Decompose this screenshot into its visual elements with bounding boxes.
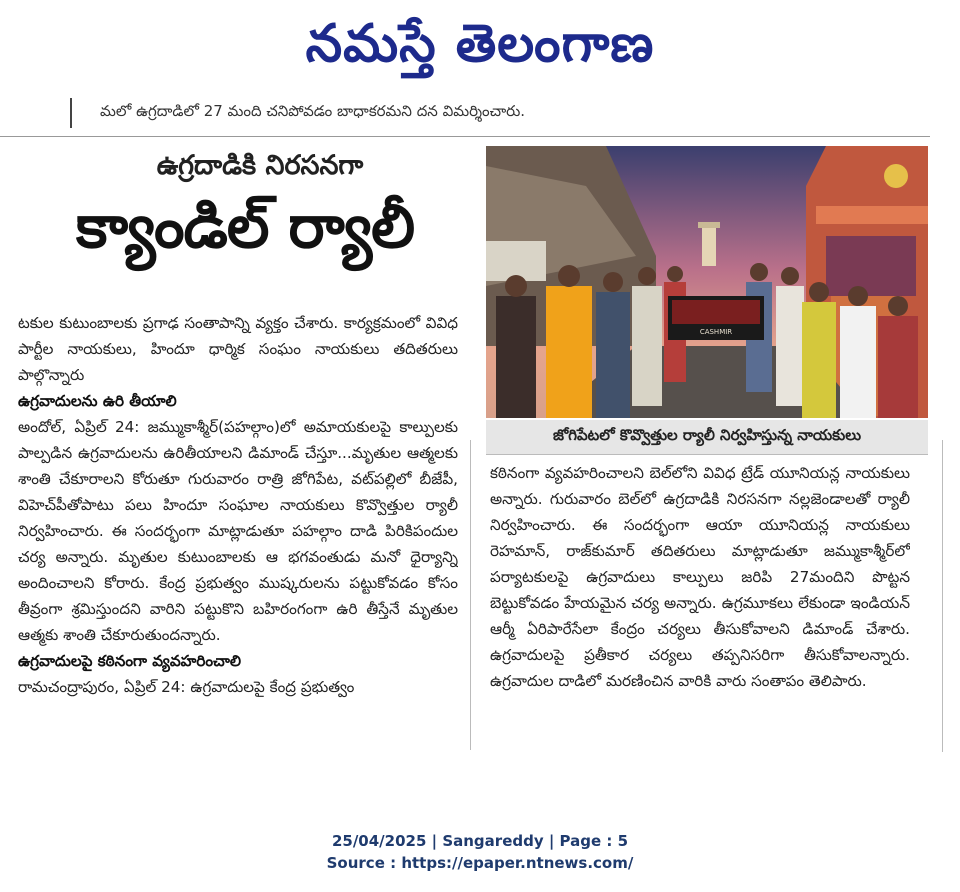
page-footer xyxy=(200,830,760,874)
article-column-left xyxy=(18,310,458,750)
article-paragraph: రామచంద్రాపురం, ఏప్రిల్ 24: ఉగ్రవాదులపై కేంద్ర ప్రభుత్వం xyxy=(18,678,355,696)
top-strip xyxy=(70,98,932,128)
footer-date-line: 25/04/2025 | Sangareddy | Page : 5 xyxy=(331,832,629,850)
article-headline: క్యాండిల్ ర్యాలీ xyxy=(75,192,415,262)
article-paragraph: కఠినంగా వ్యవహరించాలని బెల్‌లోని వివిధ ట్రేడ్ యూనియన్ల నాయకులు అన్నారు. గురువారం బెల్‌లో ఉగ్రదాడికి నిరసనగా నల్లజెండాలతో ర్యాలీ నిర్వహించారు. ఈ సందర్భంగా ఆయా యూనియన్ల నాయకులు రెహమాన్, రాజ్‌కుమార్ తదితరులు మాట్లాడుతూ జమ్ముకాశ్మీర్‌లో పర్యాటకులపై ఉగ్రవాదులు కాల్పులు జరిపి 27మందిని పొట్టన బెట్టుకోవడం హేయమైన చర్య అన్నారు. ఉగ్రమూకలు లేకుండా ఇండియన్ ఆర్మీ ఏరిపారేసేలా కేంద్రం చర్యలు తీసుకోవాలని డిమాండ్ చేశారు. ఉగ్రవాదులపై ప్రతీకార చర్యలు తప్పనిసరిగా తీసుకోవాలన్నారు. ఉగ్రవాదుల దాడిలో మరణించిన వారికి వారు సంతాపం తెలిపారు. xyxy=(490,464,910,690)
column-divider xyxy=(942,440,943,752)
rally-photo-illustration xyxy=(486,146,928,418)
photo-caption: జోగిపేటలో కొవ్వొత్తుల ర్యాలీ నిర్వహిస్తున్న నాయకులు xyxy=(552,426,862,444)
footer-source-link[interactable]: Source : https://epaper.ntnews.com/ xyxy=(326,854,634,872)
top-strip-text: మలో ఉగ్రదాడిలో 27 మంది చనిపోవడం బాధాకరమని దన విమర్శించారు. xyxy=(100,102,526,120)
photo-caption-box xyxy=(486,420,928,455)
article-subhead: ఉగ్రవాదులను ఉరి తీయాలి xyxy=(18,392,177,410)
news-photo xyxy=(486,146,928,418)
column-divider xyxy=(470,440,471,750)
divider xyxy=(0,136,930,137)
article-column-right xyxy=(490,460,910,750)
article-lead: టకుల కుటుంబాలకు ప్రగాఢ సంతాపాన్ని వ్యక్తం చేశారు. కార్యక్రమంలో వివిధ పార్టీల నాయకులు, హిందూ ధార్మిక సంఘం నాయకులు తదితరులు పాల్గొన్నారు xyxy=(18,314,458,384)
article-kicker: ఉగ్రదాడికి నిరసనగా xyxy=(156,150,364,181)
article-paragraph: అందోల్, ఏప్రిల్ 24: జమ్ముకాశ్మీర్(పహల్గాం)లో అమాయకులపై కాల్పులకు పాల్పడిన ఉగ్రవాదులను ఉరితీయాలని డిమాండ్ చేస్తూ...మృతుల ఆత్మలకు శాంతి చేకూరాలని కోరుతూ గురువారం రాత్రి జోగిపేట, వట్‌పల్లిలో బీజేపీ, విహెచ్‌పీతోపాటు పలు హిందూ సంఘాల నాయకులు కొవ్వొత్తుల ర్యాలీ నిర్వహించారు. ఈ సందర్భంగా మాట్లాడుతూ పహల్గాం దాడి పిరికిపందుల చర్య అన్నారు. మృతుల కుటుంబాలకు ఆ భగవంతుడు మనో ధైర్యాన్ని అందించాలని కోరారు. కేంద్ర ప్రభుత్వం ముష్కరులను పట్టుకోవడం కోసం తీవ్రంగా శ్రమిస్తుందని వారిని పట్టుకొని బహిరంగంగా ఉరి తీస్తేనే మృతుల ఆత్మకు శాంతి చేకూరుతుందన్నారు. xyxy=(18,418,458,644)
banner-text: CASHMIR xyxy=(699,328,733,336)
masthead-logo: నమస్తే తెలంగాణ xyxy=(305,14,655,74)
article-subhead: ఉగ్రవాదులపై కఠినంగా వ్యవహరించాలి xyxy=(18,652,241,670)
